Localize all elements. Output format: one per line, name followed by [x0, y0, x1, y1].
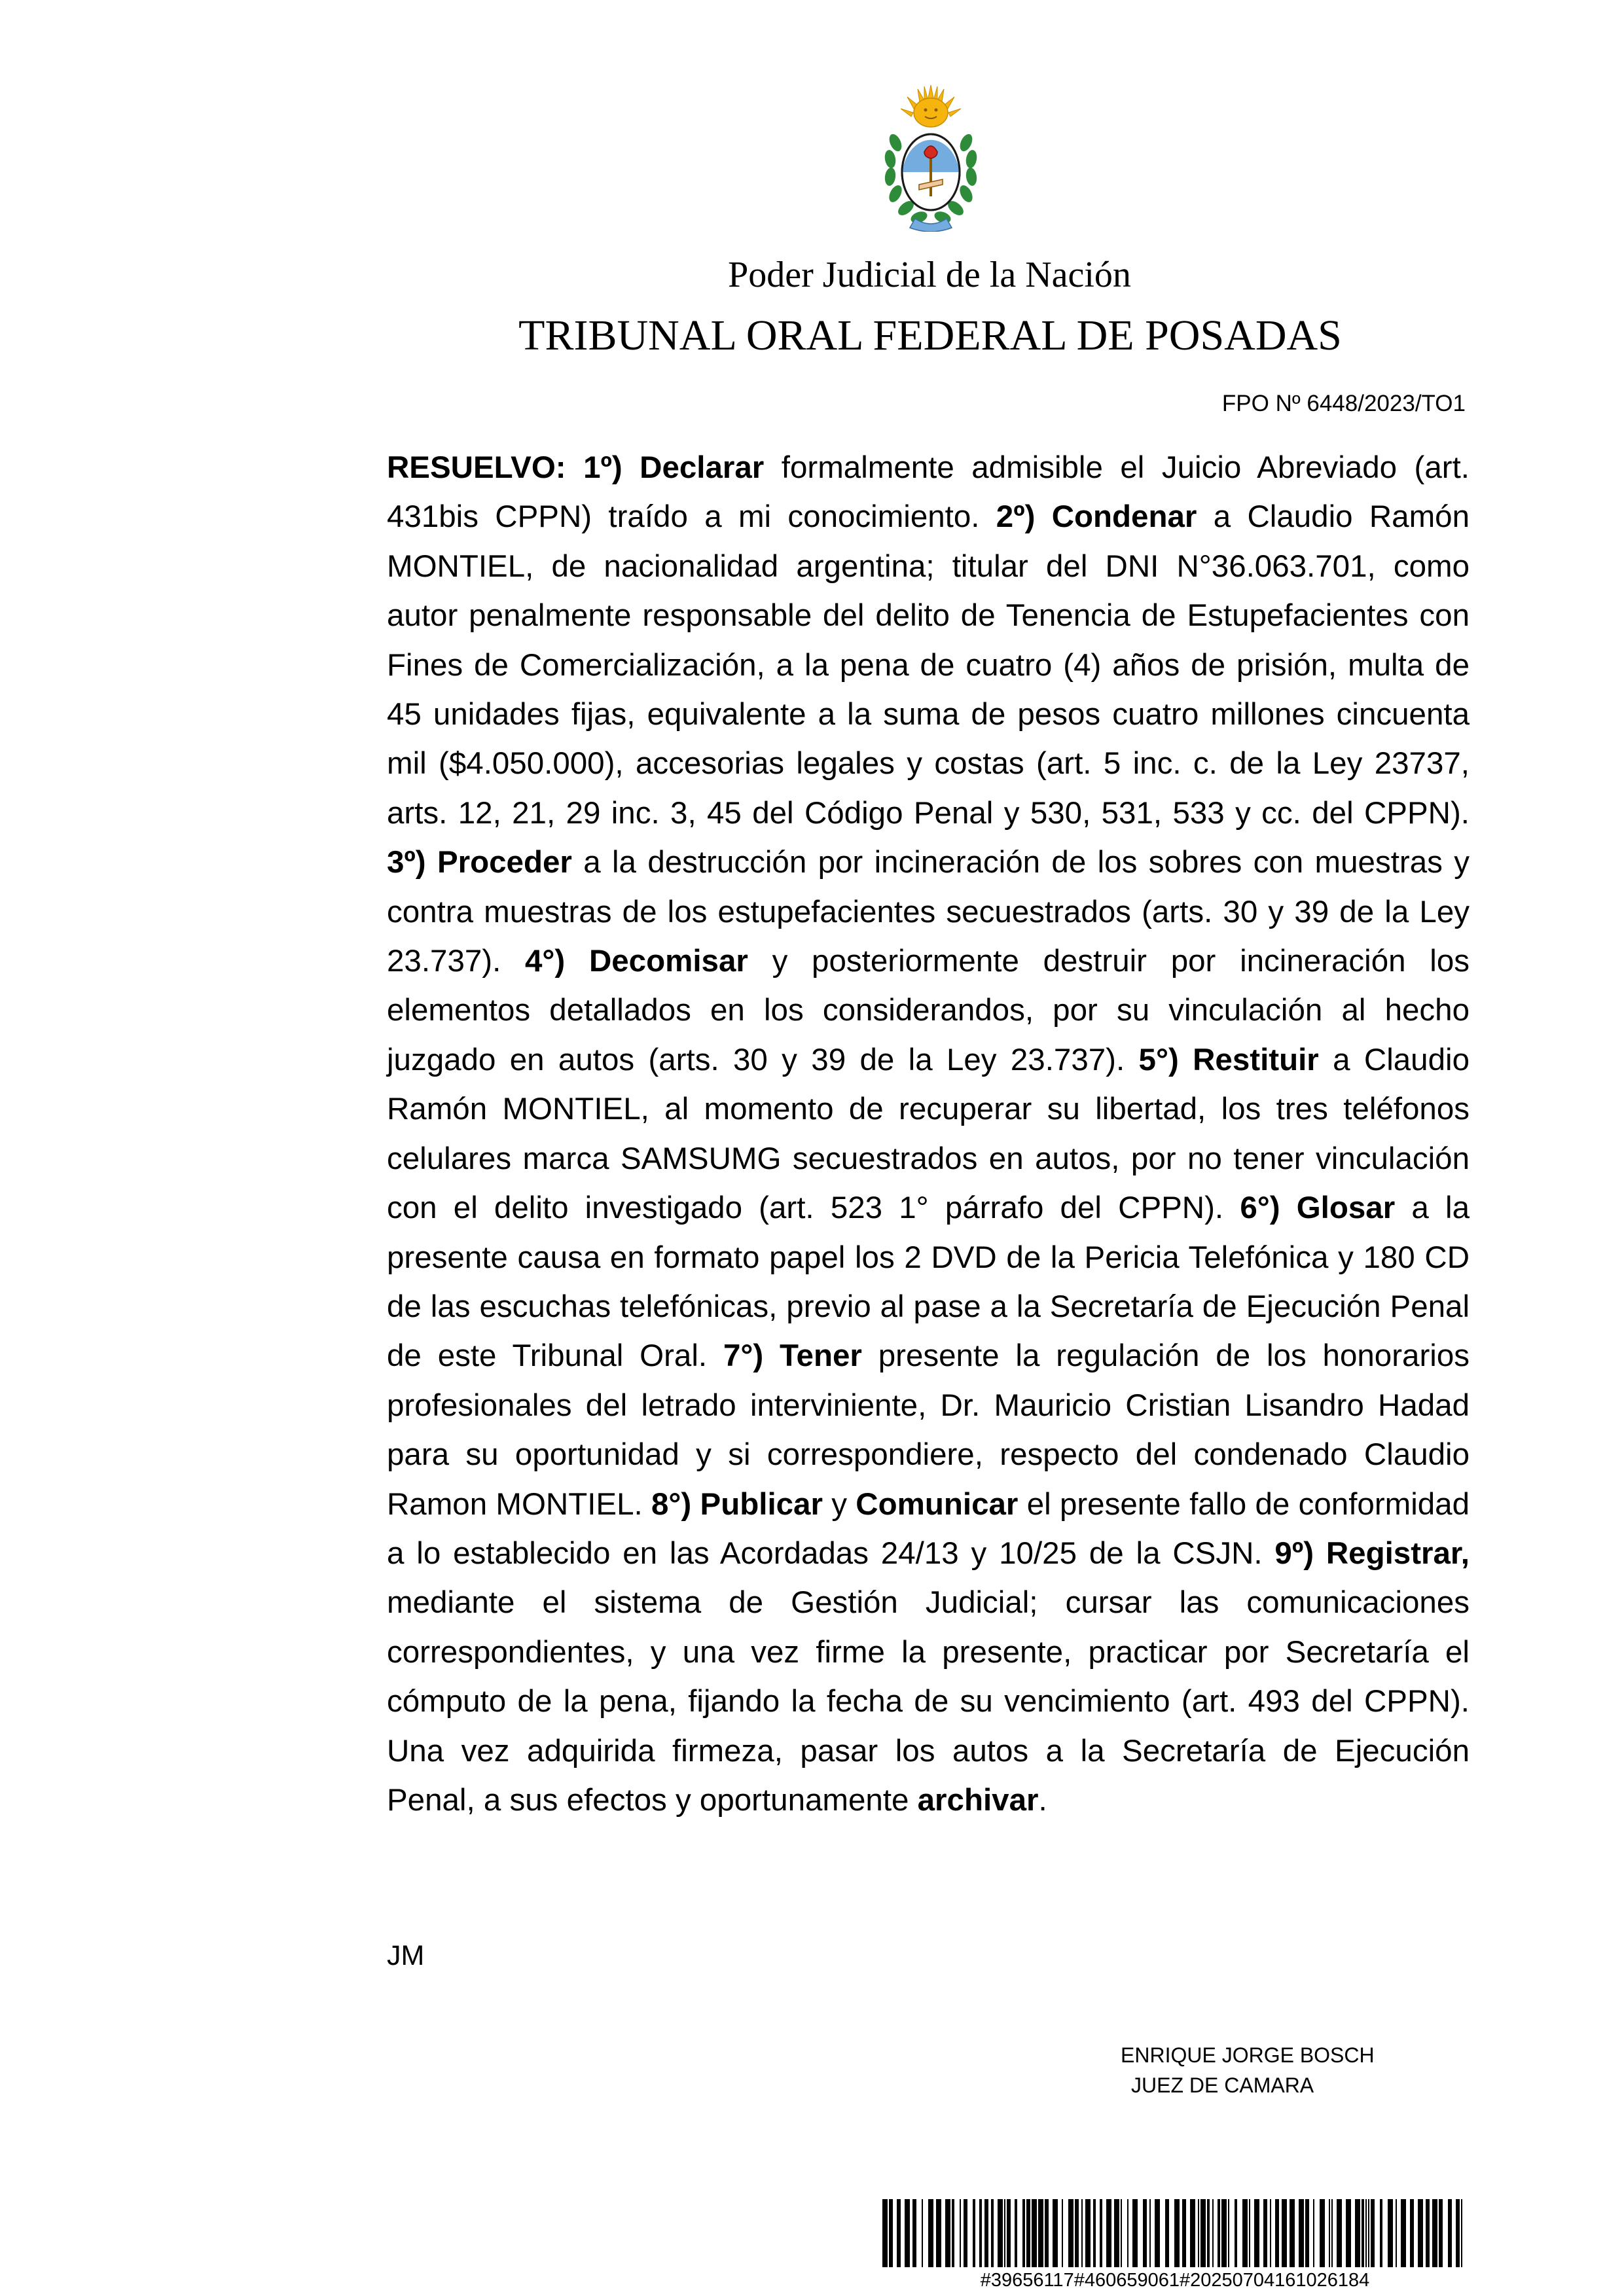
barcode-bar	[1282, 2199, 1287, 2267]
shield-icon	[902, 134, 960, 210]
barcode-bar	[1015, 2199, 1017, 2267]
barcode-bar	[1149, 2199, 1151, 2267]
resolution-point-heading: 2º) Condenar	[996, 499, 1197, 535]
barcode-bar	[1396, 2199, 1397, 2267]
barcode-bar	[952, 2199, 954, 2267]
resolution-point-heading: 9º) Registrar,	[1274, 1535, 1470, 1571]
barcode-bar	[1401, 2199, 1406, 2267]
institution-name: Poder Judicial de la Nación	[728, 255, 1131, 295]
resolution-text-run: .	[1038, 1782, 1047, 1818]
court-name: TRIBUNAL ORAL FEDERAL DE POSADAS	[518, 312, 1342, 359]
barcode-bar	[1218, 2199, 1220, 2267]
barcode-bar	[1380, 2199, 1382, 2267]
barcode-bar	[1432, 2199, 1437, 2267]
barcode-bar	[1329, 2199, 1330, 2267]
barcode-bar	[912, 2199, 916, 2267]
barcode-bar	[1062, 2199, 1063, 2267]
barcode-bar	[1182, 2199, 1186, 2267]
barcode-bar	[1439, 2199, 1443, 2267]
barcode-bar	[928, 2199, 933, 2267]
barcode-number: #39656117#460659061#20250704161026184	[980, 2270, 1370, 2291]
barcode-bar	[1004, 2199, 1005, 2267]
barcode-bar	[1155, 2199, 1160, 2267]
barcode-bar	[1081, 2199, 1083, 2267]
barcode-bar	[973, 2199, 975, 2267]
barcode-bar	[1461, 2199, 1462, 2267]
barcode-bar	[998, 2199, 1003, 2267]
sun-icon	[901, 85, 961, 127]
barcode-bar	[1388, 2199, 1393, 2267]
barcode-bar	[1093, 2199, 1096, 2267]
barcode-bar	[1132, 2199, 1138, 2267]
resolution-text-run: a Claudio Ramón MONTIEL, de nacionalidad argentina; titular del DNI N°36.063.701, como autor penalmente responsable del delito de Tenencia de Estupefacientes con Fines de Comercialización, a la pena de cuatro (4) años de prisión, multa de 45 unidades fijas, equivalente a la suma de pesos cuatro millones cincuenta mil ($4.050.000), accesorias legales y costas (art. 5 inc. c. de la Ley 23737, arts. 12, 21, 29 inc. 3, 45 del Código Penal y 530, 531, 533 y cc. del CPPN).	[387, 499, 1470, 831]
resolution-text-run: formalmente admisible el Juicio Abreviado (art. 431bis CPPN) traído a mi conocimiento.	[387, 450, 1470, 535]
barcode-bar	[1235, 2199, 1237, 2267]
barcode-bar	[1346, 2199, 1351, 2267]
ribbon-icon	[910, 219, 952, 232]
resolution-text-run: y	[822, 1486, 856, 1522]
case-number: FPO Nº 6448/2023/TO1	[1221, 391, 1466, 416]
barcode-bar	[1299, 2199, 1304, 2267]
barcode-bar	[1305, 2199, 1309, 2267]
barcode-bar	[889, 2199, 893, 2267]
barcode-bar	[1100, 2199, 1102, 2267]
resolution-text-run: a la destrucción por incineración de los sobres con muestras y contra muestras de los estupefacientes secuestrados (arts. 30 y 39 de la Ley 23.737).	[387, 845, 1470, 979]
resolution-point-heading: 7°) Tener	[723, 1338, 862, 1374]
barcode-bar	[1263, 2199, 1267, 2267]
resolution-text-run: y posteriormente destruir por incineración los elementos detallados en los considerandos, por su vinculación al hecho juzgado en autos (arts. 30 y 39 de la Ley 23.737).	[387, 944, 1470, 1077]
barcode-bar	[1275, 2199, 1279, 2267]
barcode-bar	[1371, 2199, 1375, 2267]
barcode-bar	[1114, 2199, 1119, 2267]
barcode-bar	[1410, 2199, 1414, 2267]
barcode-bar	[1228, 2199, 1229, 2267]
resolution-point-heading: Comunicar	[856, 1486, 1019, 1522]
barcode-bar	[1127, 2199, 1128, 2267]
barcode-bar	[936, 2199, 941, 2267]
barcode-bar	[1075, 2199, 1079, 2267]
barcode-bar	[1290, 2199, 1295, 2267]
resolution-text-run: a Claudio Ramón MONTIEL, al momento de recuperar su libertad, los tres teléfonos celulares marca SAMSUMG secuestrados en autos, por no tener vinculación con el delito investigado (art. 523 1° párrafo del CPPN).	[387, 1042, 1470, 1226]
barcode-bar	[1165, 2199, 1169, 2267]
barcode-bar	[991, 2199, 994, 2267]
resolution-text	[387, 443, 1470, 1825]
resolution-text-run: presente la regulación de los honorarios profesionales del letrado interviniente, Dr. Mauricio Cristian Lisandro Hadad para su oportunidad y si correspondiere, respecto del condenado Claudio Ramon MONTIEL.	[387, 1338, 1470, 1522]
barcode-bar	[1254, 2199, 1259, 2267]
barcode-bar	[1426, 2199, 1430, 2267]
barcode-bar	[1249, 2199, 1250, 2267]
resolution-text-run: mediante el sistema de Gestión Judicial; cursar las comunicaciones correspondientes, y una vez firme la presente, practicar por Secretaría el cómputo de la pena, fijando la fecha de su vencimiento (art. 493 del CPPN). Una vez adquirida firmeza, pasar los autos a la Secretaría de Ejecución Penal, a sus efectos y oportunamente	[387, 1585, 1470, 1818]
barcode-bar	[945, 2199, 950, 2267]
barcode-bar	[1337, 2199, 1342, 2267]
barcode-bar	[882, 2199, 888, 2267]
barcode-bar	[905, 2199, 910, 2267]
barcode-bar	[1270, 2199, 1271, 2267]
barcode-bar	[1121, 2199, 1122, 2267]
barcode-bar	[1418, 2199, 1423, 2267]
barcode-bar	[1026, 2199, 1030, 2267]
barcode-bar	[1053, 2199, 1058, 2267]
document-barcode	[882, 2199, 1466, 2267]
signatory-name: ENRIQUE JORGE BOSCH	[1121, 2043, 1375, 2067]
barcode-bar	[1313, 2199, 1314, 2267]
barcode-bar	[1207, 2199, 1210, 2267]
coat-of-arms-seal	[881, 84, 981, 232]
barcode-bar	[960, 2199, 961, 2267]
resolution-point-heading: 8°) Publicar	[651, 1486, 823, 1522]
barcode-bar	[897, 2199, 901, 2267]
author-initials: JM	[387, 1940, 425, 1971]
barcode-bar	[1143, 2199, 1147, 2267]
barcode-bar	[1355, 2199, 1360, 2267]
barcode-bar	[1045, 2199, 1049, 2267]
barcode-bar	[1362, 2199, 1364, 2267]
barcode-bar	[1448, 2199, 1452, 2267]
barcode-bar	[922, 2199, 923, 2267]
resolution-point-heading: 4°) Decomisar	[525, 944, 748, 979]
resolution-point-heading: RESUELVO: 1º) Declarar	[387, 450, 765, 485]
barcode-bar	[1085, 2199, 1091, 2267]
barcode-bar	[979, 2199, 982, 2267]
resolution-point-heading: 6°) Glosar	[1240, 1191, 1396, 1226]
resolution-text-run: el presente fallo de conformidad a lo establecido en las Acordadas 24/13 y 10/25 de la CSJN.	[387, 1486, 1470, 1571]
barcode-bar	[984, 2199, 988, 2267]
resolution-text-run: a la presente causa en formato papel los 2 DVD de la Pericia Telefónica y 180 CD de las escuchas telefónicas, previo al pase a la Secretaría de Ejecución Penal de este Tribunal Oral.	[387, 1191, 1470, 1374]
barcode-bar	[964, 2199, 967, 2267]
barcode-bar	[1242, 2199, 1248, 2267]
signatory-title: JUEZ DE CAMARA	[1131, 2073, 1314, 2097]
barcode-bar	[1190, 2199, 1195, 2267]
barcode-bar	[1331, 2199, 1333, 2267]
barcode-bar	[1198, 2199, 1199, 2267]
resolution-point-heading: archivar	[917, 1782, 1039, 1818]
barcode-bar	[1456, 2199, 1460, 2267]
barcode-bar	[1106, 2199, 1111, 2267]
barcode-bar	[1032, 2199, 1037, 2267]
barcode-bar	[1038, 2199, 1043, 2267]
barcode-bar	[1022, 2199, 1025, 2267]
barcode-bar	[1212, 2199, 1214, 2267]
barcode-bar	[1007, 2199, 1011, 2267]
barcode-bar	[1068, 2199, 1074, 2267]
barcode-bar	[1221, 2199, 1227, 2267]
barcode-bar	[1368, 2199, 1369, 2267]
barcode-bar	[1200, 2199, 1206, 2267]
barcode-bar	[1320, 2199, 1325, 2267]
resolution-point-heading: 5°) Restituir	[1138, 1042, 1319, 1077]
barcode-bar	[1174, 2199, 1180, 2267]
resolution-point-heading: 3º) Proceder	[387, 845, 572, 880]
barcode-bar	[1365, 2199, 1367, 2267]
